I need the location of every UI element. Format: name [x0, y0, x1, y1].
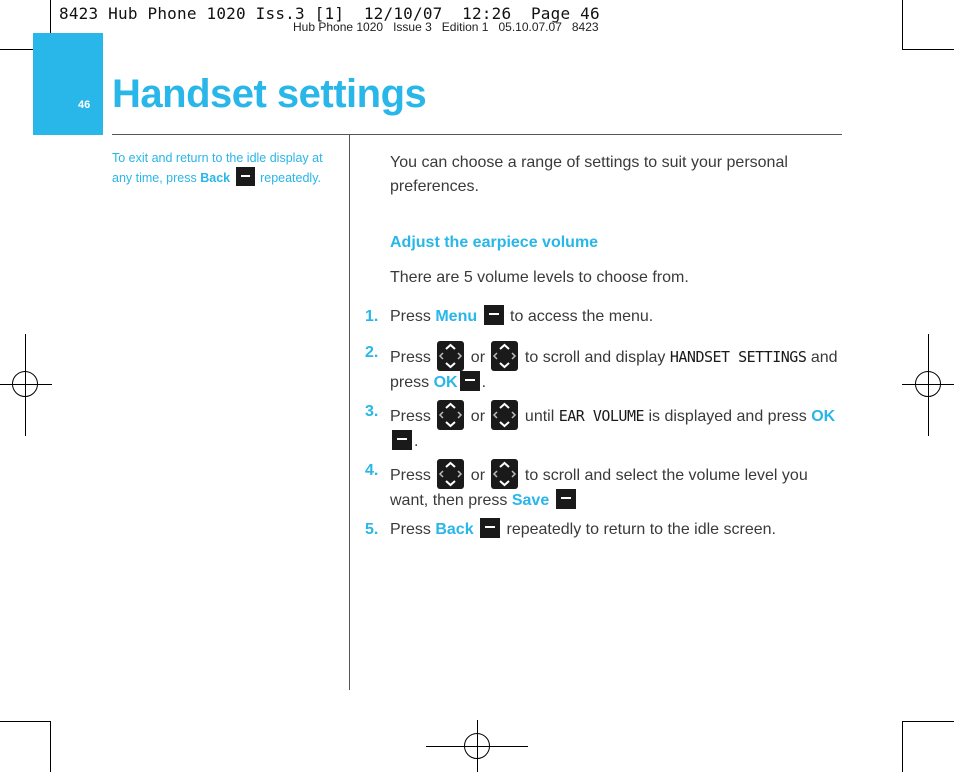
page-title: Handset settings: [112, 72, 427, 116]
crop-mark: [902, 0, 903, 50]
print-slug: 8423 Hub Phone 1020 Iss.3 [1] 12/10/07 12:26 Page 46: [59, 4, 600, 23]
step-number: 5.: [365, 521, 379, 538]
step-text: is displayed and press: [644, 408, 812, 425]
up-down-navigation-icon: [491, 459, 518, 489]
step-text: .: [481, 374, 487, 391]
sidenote-text-after: repeatedly.: [256, 171, 322, 185]
step-text: or: [466, 408, 490, 425]
step-text: Press: [390, 521, 436, 538]
header-rule: [112, 134, 842, 135]
section-lead: There are 5 volume levels to choose from.: [390, 269, 689, 286]
up-down-navigation-icon: [437, 341, 464, 371]
intro-paragraph: You can choose a range of settings to suit your personal preferences.: [390, 154, 788, 195]
step-text: Press: [390, 308, 436, 325]
softkey-icon: [460, 371, 480, 391]
step-text: Press: [390, 467, 436, 484]
softkey-icon: [480, 518, 500, 538]
section-heading: Adjust the earpiece volume: [390, 234, 599, 251]
crop-mark: [0, 721, 51, 722]
step-4: [365, 459, 845, 513]
step-number: 1.: [365, 308, 379, 325]
step-text: to scroll and select the volume level you want, then press: [390, 467, 808, 509]
back-key-label: Back: [435, 521, 474, 538]
crop-mark: [0, 49, 34, 50]
sidenote: [112, 150, 340, 187]
softkey-icon: [236, 167, 255, 186]
softkey-icon: [556, 489, 576, 509]
softkey-icon: [392, 430, 412, 450]
ok-key-label: OK: [811, 408, 836, 425]
step-text: until: [520, 408, 559, 425]
ok-key-label: OK: [433, 374, 458, 391]
crop-mark: [902, 721, 954, 722]
step-text: Press: [390, 349, 436, 366]
sidenote-key-label: Back: [200, 171, 231, 185]
page-tab: [33, 33, 103, 135]
step-number: 4.: [365, 462, 379, 479]
menu-key-label: Menu: [435, 308, 478, 325]
crop-mark: [50, 0, 51, 34]
step-text: to scroll and display: [520, 349, 670, 366]
sidenote-text: To exit and return to the idle display at any time, press: [112, 151, 323, 185]
up-down-navigation-icon: [437, 459, 464, 489]
page-number: 46: [78, 99, 91, 111]
step-number: 3.: [365, 403, 379, 420]
print-slug-secondary: Hub Phone 1020 Issue 3 Edition 1 05.10.07.07 8423: [293, 20, 599, 34]
step-text: Press: [390, 408, 436, 425]
step-2: [365, 341, 845, 395]
up-down-navigation-icon: [437, 400, 464, 430]
crop-mark: [902, 721, 903, 772]
save-key-label: Save: [511, 492, 550, 509]
softkey-icon: [484, 305, 504, 325]
step-text: or: [466, 467, 490, 484]
crop-mark: [50, 721, 51, 772]
column-divider: [349, 135, 350, 690]
step-text: repeatedly to return to the idle screen.: [502, 521, 776, 538]
step-text: and press: [390, 349, 838, 391]
step-1: [365, 305, 845, 329]
step-text: or: [466, 349, 490, 366]
display-text: EAR VOLUME: [558, 407, 645, 425]
display-text: HANDSET SETTINGS: [669, 348, 807, 366]
crop-mark: [902, 49, 954, 50]
step-text: to access the menu.: [505, 308, 654, 325]
step-text: .: [414, 433, 419, 450]
step-3: [365, 400, 845, 454]
step-5: [365, 518, 845, 542]
up-down-navigation-icon: [491, 341, 518, 371]
step-number: 2.: [365, 344, 379, 361]
up-down-navigation-icon: [491, 400, 518, 430]
